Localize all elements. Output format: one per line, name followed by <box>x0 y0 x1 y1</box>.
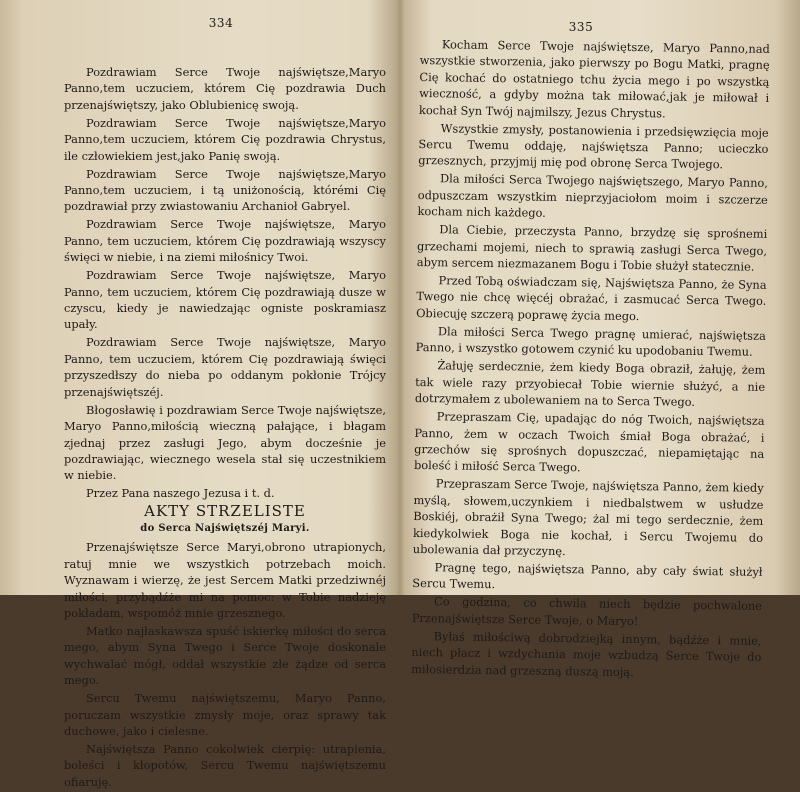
paragraph: Pozdrawiam Serce Twoje najświętsze,Maryo Panno,tem uczuciem, którem Cię pozdrawia Duch przenajświętszy, jako Oblubienicę swoją. <box>64 65 386 112</box>
paragraph: Pozdrawiam Serce Twoje najświętsze, Maryo Panno, tem uczuciem, którem Cię pozdrawiają wszyscy święci w niebie, i na ziemi miłośnicy Twoi. <box>64 217 386 265</box>
page-number: 335 <box>568 20 594 34</box>
paragraph: Najświętsza Panno cokolwiek cierpię: utrapienia, boleści i kłopotów, Sercu Twemu najświętszemu ofiaruję. <box>64 741 386 789</box>
paragraph: Wszystkie zmysły, postanowienia i przedsięwzięcia moje Sercu Twemu oddaję, najświętsza Panno; ucieczko grzesznych, przyjmij mię pod obronę Serca Twojego. <box>418 120 769 172</box>
section-subheading: do Serca Najświętszéj Maryi. <box>140 523 310 535</box>
paragraph: Żałuję serdecznie, żem kiedy Boga obraził, żałuję, żem tak wiele razy przyobiecał Tobie wiernie służyć, a nie dotrzymałem z ubolewaniem na to Serca Twego. <box>414 358 766 409</box>
page-text <box>64 64 386 792</box>
paragraph: Dla Ciebie, przeczysta Panno, brzydzę się sprośnemi grzechami mojemi, niech to sprawią zasługi Serca Twego, abym sercem niezmazanem Bogu i Tobie służył statecznie. <box>416 222 768 274</box>
paragraph: Przez Pana naszego Jezusa i t. d. <box>86 486 275 501</box>
paragraph: Sercu Twemu najświętszemu, Maryo Panno, poruczam wszystkie zmysły moje, oraz sprawy tak duchowe, jako i cielesne. <box>64 691 386 738</box>
paragraph: Pozdrawiam Serce Twoje najświętsze, Maryo Panno, tem uczuciem, którem Cię pozdrawiają dusze w czyscu, kiedy je nawiedzając ogniste poskramiasz upały. <box>64 268 386 332</box>
paragraph: Przepraszam Cię, upadając do nóg Twoich, najświętsza Panno, żem w oczach Twoich śmiał Boga obrażać, i grzechów się sprośnych dopuszczać, niepamiętając na boleść i miłość Serca Twego. <box>413 409 765 475</box>
paragraph: Pozdrawiam Serce Twoje najświętsze,Maryo Panno,tem uczuciem, i tą uniżonością, którémi Cię pozdrawiał przy zwiastowaniu Archanioł Gabryel. <box>64 166 386 214</box>
left-page <box>0 0 398 789</box>
page-text <box>411 36 770 683</box>
paragraph: Kocham Serce Twoje najświętsze, Maryo Panno,nad wszystkie stworzenia, jako pierwszy po Bogu Matki, pragnę Cię kochać do ostatniego tchu życia mego i po wszystką wieczność, a gdyby można tak miłować,jak je miłował i kochał Syn Twój najmilszy, Jezus Chrystus. <box>418 37 770 121</box>
paragraph: Błogosławię i pozdrawiam Serce Twoje najświętsze, Maryo Panno,miłością wieczną pałające, i błagam zjednaj przez zasługi Jego, abym docześnie je pozdrawiając, wiecznego wesela stał się uczestnikiem w niebie. <box>64 402 386 483</box>
paragraph: Matko najłaskawsza spuść iskierkę miłości do serca mego, abym Syna Twego i Serce Twoje doskonale wychwalać mógł, oddał wszystkie złe żądze od serca mego. <box>64 623 386 688</box>
paragraph: Przepraszam Serce Twoje, najświętsza Panno, żem kiedy myślą, słowem,uczynkiem i niedbalstwem w usłudze Boskiéj, obrażił Syna Twego; żal mi tego serdecznie, żem kiedykolwiek Boga nie kochał, i Sercu Twojemu do ubolewania dał przyczynę. <box>412 476 764 559</box>
paragraph: Dla miłości Serca Twojego najświętszego, Maryo Panno, odpuszczam wszystkim nieprzyjaciołom moim i szczerze kocham nich każdego. <box>417 171 769 221</box>
page-number: 334 <box>208 16 234 30</box>
paragraph: Pozdrawiam Serce Twoje najświętsze, Maryo Panno, tem uczuciem, którem Cię pozdrawiają święci przyszedłszy do nieba po oddanym pokłonie Trójcy przenajświętszéj. <box>64 335 386 399</box>
paragraph: Przed Tobą oświadczam się, Najświętsza Panno, że Syna Twego nie chcę więcéj obrażać, i zasmucać Serca Twego. Obiecuję szczerą poprawę życia mego. <box>416 273 767 323</box>
paragraph: Byłaś miłościwą dobrodziejką innym, bądźże i mnie, niech płacz i wzdychania moje wzbudzą Serce Twoje do miłosierdzia nad grzeszną duszą moją. <box>411 628 762 679</box>
paragraph: Przenajświętsze Serce Maryi,obrono utrapionych, ratuj mnie we wszystkich potrzebach moich. Wyznawam i wierzę, że jest Sercem Matki przedziwnéj miłości, przybądźże mi na pomoc: w Tobie nadzieję pokładam, wspomóż mnie grzesznego. <box>64 540 386 620</box>
right-page <box>402 0 800 679</box>
paragraph: Pragnę tego, najświętsza Panno, aby cały świat służył Sercu Twemu. <box>412 560 763 592</box>
paragraph: Dla miłości Serca Twego pragnę umierać, najświętsza Panno, i wszystko gotowem czynić ku upodobaniu Twemu. <box>415 324 766 359</box>
paragraph: Co godzina, co chwila niech będzie pochwalone Przenajświętsze Serce Twoje, o Maryo! <box>411 594 763 628</box>
section-heading: AKTY STRZELISTE <box>144 502 306 521</box>
paragraph: Pozdrawiam Serce Twoje najświętsze,Maryo Panno,tem uczuciem, którem Cię pozdrawia Chrystus, ile człowiekiem jest,jako Panię swoją. <box>64 115 386 163</box>
